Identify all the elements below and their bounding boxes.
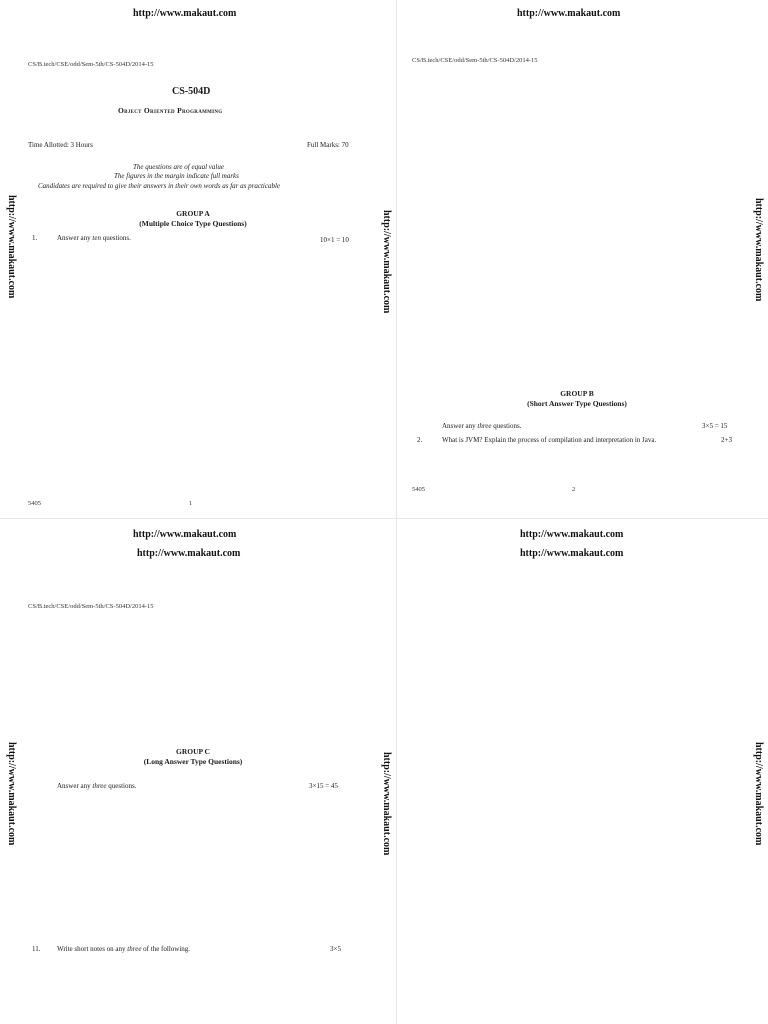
q2-number: 2. (417, 436, 423, 444)
group-a-subheading: (Multiple Choice Type Questions) (139, 218, 247, 228)
group-c-answer-post: questions. (106, 782, 137, 790)
page1-subject-code: CS-504D (172, 86, 211, 97)
vertical-watermark-right-bottom: http://www.makaut.com (753, 742, 764, 846)
q1-number: 1. (32, 234, 38, 242)
group-c-answer-pre: Answer any (57, 782, 93, 790)
group-c-subheading: (Long Answer Type Questions) (143, 756, 243, 766)
page1-time-allotted: Time Allotted: 3 Hours (28, 141, 93, 149)
group-b-subheading: (Short Answer Type Questions) (527, 398, 627, 408)
url-footer-page2[interactable]: http://www.makaut.com (520, 529, 624, 540)
page1-full-marks: Full Marks: 70 (307, 141, 349, 149)
page1-footer-page: 1 (189, 500, 193, 507)
instruction-line-3: Candidates are required to give their answers in their own words as far as practicable (38, 182, 281, 190)
q11-text-pre: Write short notes on any (57, 945, 128, 953)
q11-text (57, 945, 190, 954)
q11-marks: 3×5 (330, 945, 341, 953)
group-c-answer-marks: 3×15 = 45 (309, 782, 338, 790)
page2-footer-code: 5405 (412, 486, 425, 493)
url-header-page4[interactable]: http://www.makaut.com (520, 548, 624, 559)
url-header-page1[interactable]: http://www.makaut.com (133, 8, 237, 19)
q11-number: 11. (32, 945, 41, 953)
vertical-watermark-mid-top: http://www.makaut.com (381, 210, 392, 314)
group-b-heading: GROUP B (560, 389, 594, 398)
group-c-title (28, 747, 358, 767)
q1-text-em: ten (92, 234, 101, 242)
group-a-title (28, 209, 358, 229)
url-header-page2[interactable]: http://www.makaut.com (517, 8, 621, 19)
page2-paper-code-header: CS/B.tech/CSE/odd/Sem-5th/CS-504D/2014-15 (412, 57, 538, 64)
page1-footer-code: 5405 (28, 500, 41, 507)
q1-text-post: questions. (100, 234, 131, 242)
vertical-watermark-left-bottom: http://www.makaut.com (6, 742, 17, 846)
q1-text-pre: Answer any (57, 234, 93, 242)
instruction-line-2: The figures in the margin indicate full marks (114, 172, 239, 180)
group-b-title (412, 389, 742, 409)
page1-subject-title: Object Oriented Programming (118, 106, 223, 115)
group-b-answer-post: questions. (491, 422, 522, 430)
page-divider-horizontal (0, 518, 768, 519)
q1-marks: 10×1 = 10 (320, 236, 349, 244)
group-b-answer-em: three (477, 422, 492, 430)
q2-text: What is JVM? Explain the process of compilation and interpretation in Java. (442, 436, 657, 444)
page3-paper-code-header: CS/B.tech/CSE/odd/Sem-5th/CS-504D/2014-15 (28, 603, 154, 610)
page1-paper-code-header: CS/B.tech/CSE/odd/Sem-5th/CS-504D/2014-15 (28, 61, 154, 68)
group-b-answer-line (442, 422, 521, 431)
vertical-watermark-left-top: http://www.makaut.com (6, 195, 17, 299)
q11-text-post: of the following. (141, 945, 191, 953)
group-c-answer-em: three (92, 782, 107, 790)
page-divider-vertical (396, 0, 397, 1024)
vertical-watermark-mid-bottom: http://www.makaut.com (381, 752, 392, 856)
group-b-answer-pre: Answer any (442, 422, 478, 430)
group-b-answer-marks: 3×5 = 15 (702, 422, 728, 430)
group-c-answer-line (57, 782, 136, 791)
url-header-page3[interactable]: http://www.makaut.com (137, 548, 241, 559)
q11-text-em: three (127, 945, 142, 953)
group-a-heading: GROUP A (176, 209, 210, 218)
q1-text (57, 234, 131, 243)
group-c-heading: GROUP C (176, 747, 210, 756)
vertical-watermark-right-top: http://www.makaut.com (753, 198, 764, 302)
q2-marks: 2+3 (721, 436, 732, 444)
url-footer-page1[interactable]: http://www.makaut.com (133, 529, 237, 540)
page2-footer-page: 2 (572, 486, 576, 493)
instruction-line-1: The questions are of equal value (133, 163, 224, 171)
